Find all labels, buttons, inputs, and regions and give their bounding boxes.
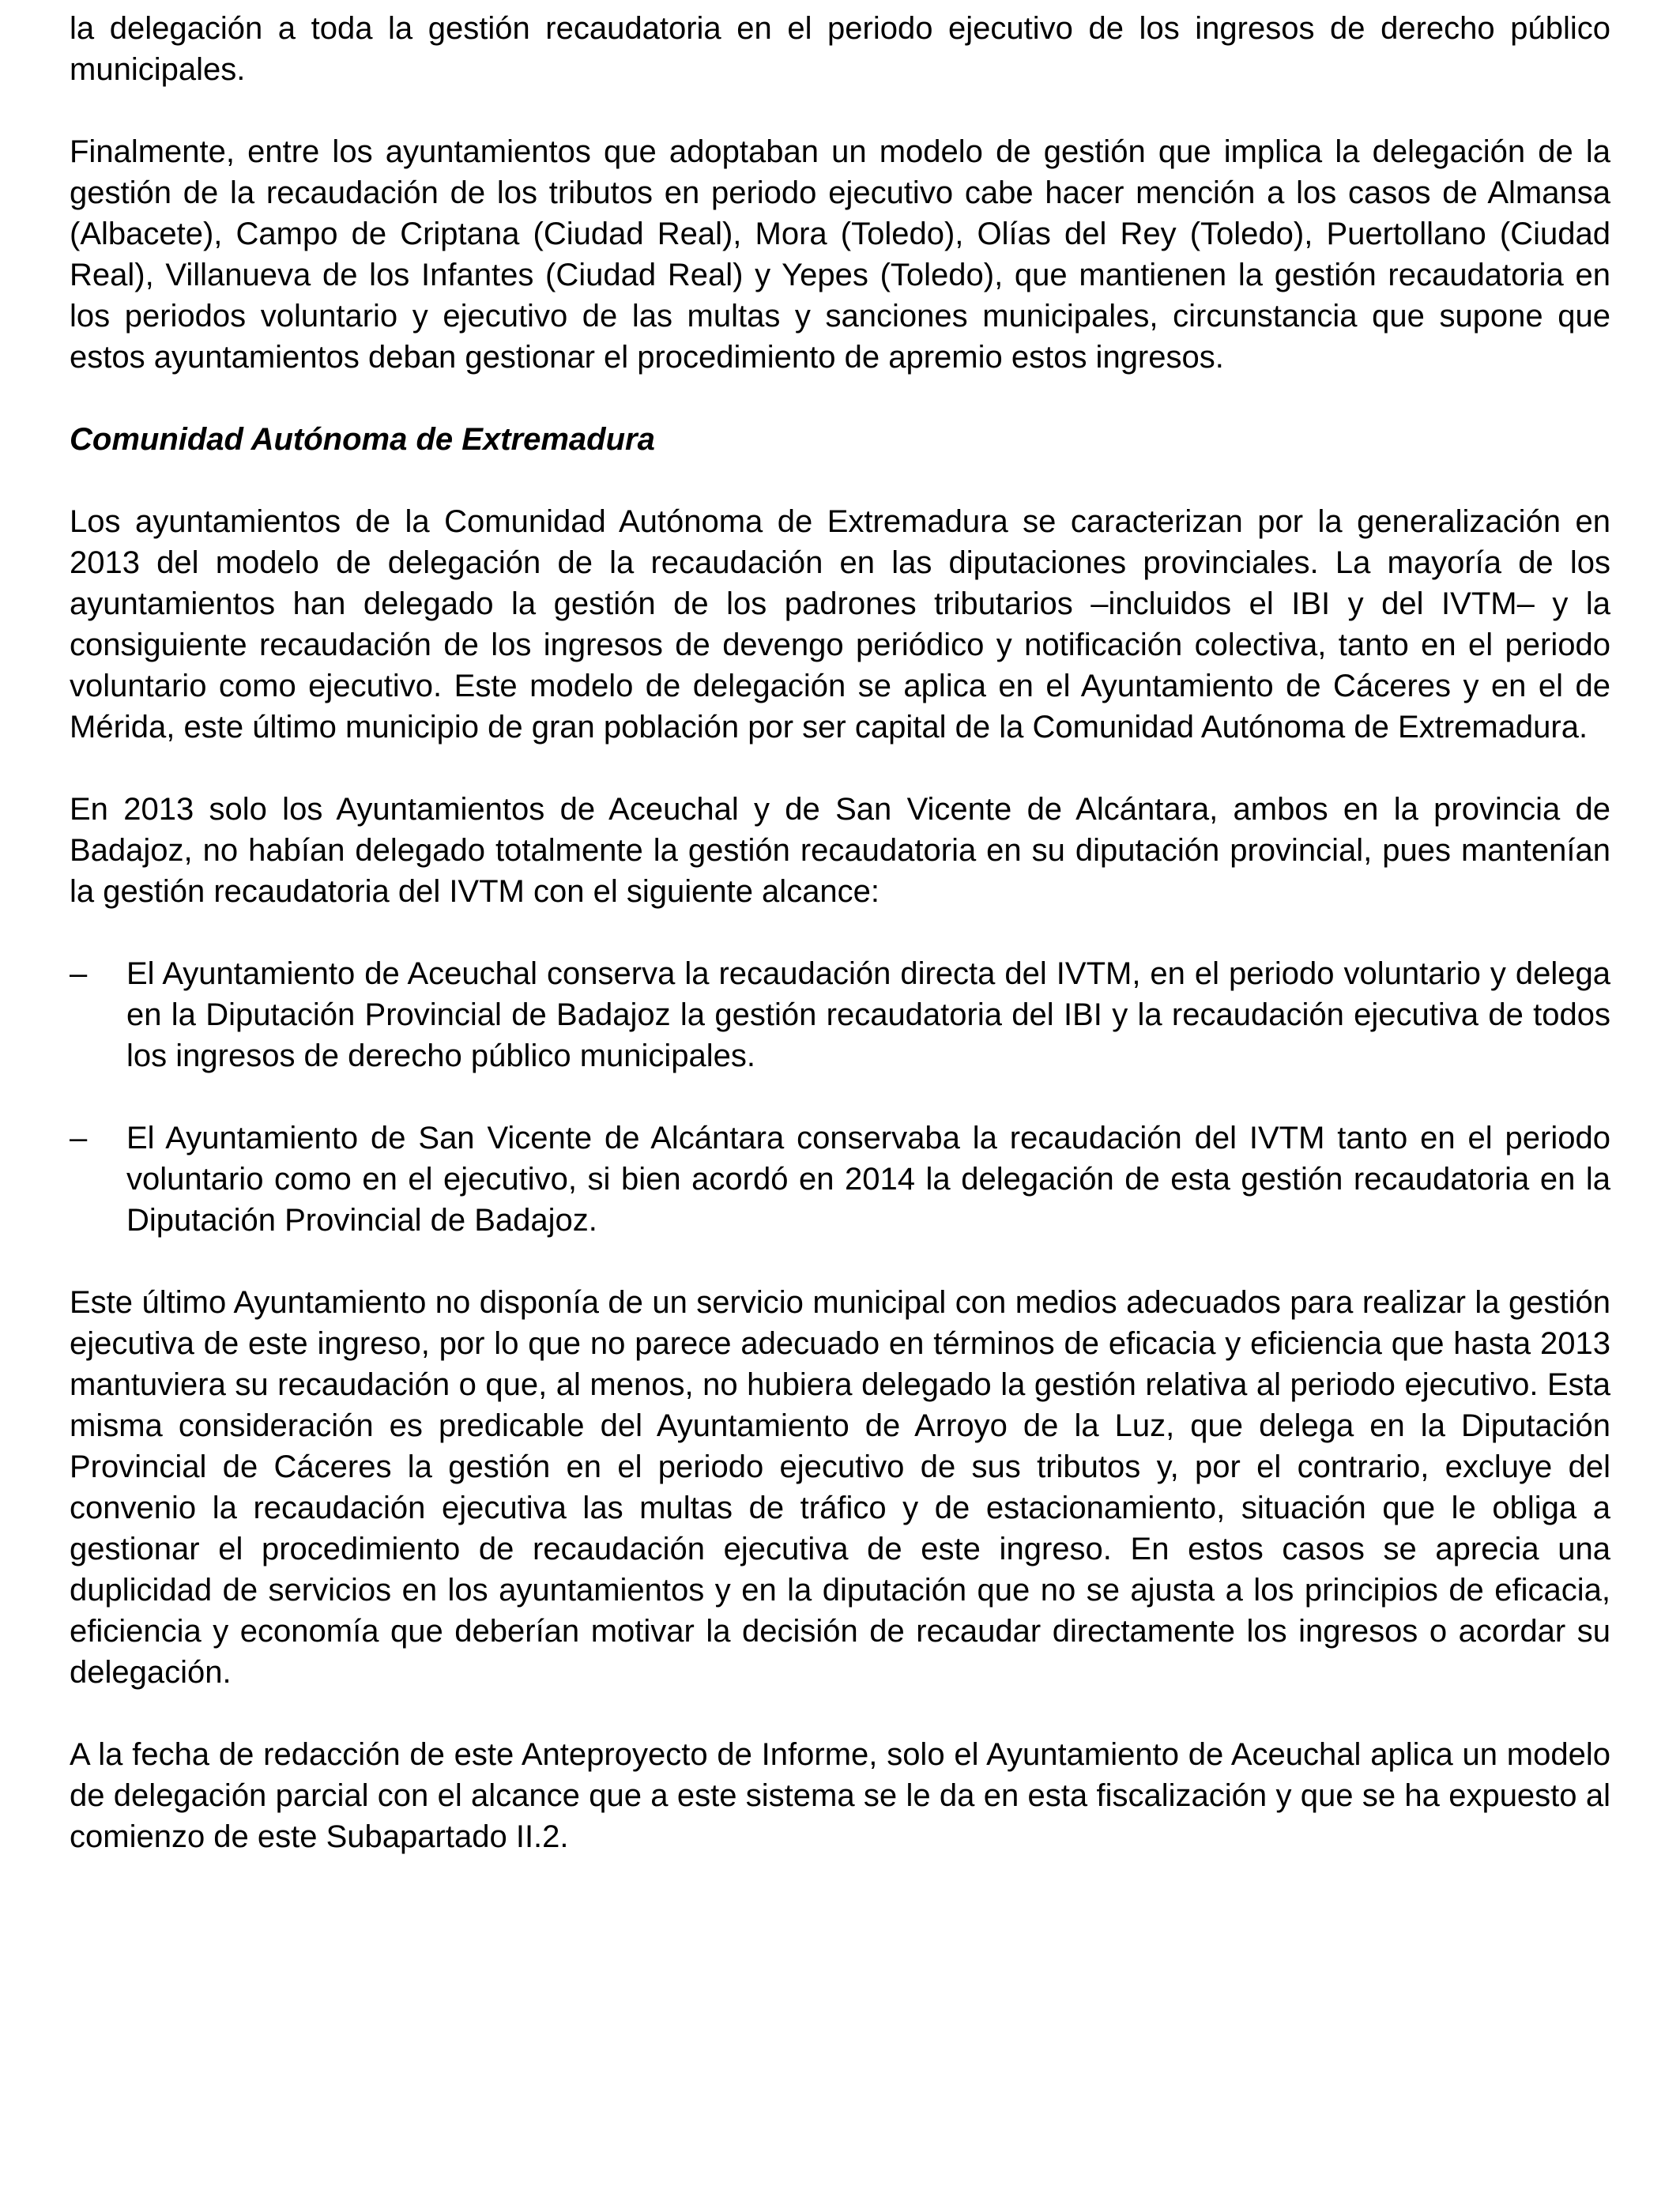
list-item-text: El Ayuntamiento de San Vicente de Alcántara conservaba la recaudación del IVTM tanto en el periodo voluntario como en el ejecutivo, si bien acordó en 2014 la delegación de esta gestión recaudatoria en la Diputación Provincial de Badajoz.: [126, 1121, 1610, 1238]
list-item-text: El Ayuntamiento de Aceuchal conserva la recaudación directa del IVTM, en el periodo voluntario y delega en la Diputación Provincial de Badajoz la gestión recaudatoria del IBI y la recaudación ejecutiva de todos los ingresos de derecho público municipales.: [126, 956, 1610, 1073]
paragraph-duplicity-services: Este último Ayuntamiento no disponía de un servicio municipal con medios adecuados para realizar la gestión ejecutiva de este ingreso, por lo que no parece adecuado en términos de eficacia y eficiencia que hasta 2013 mantuviera su recaudación o que, al menos, no hubiera delegado la gestión relativa al periodo ejecutivo. Esta misma consideración es predicable del Ayuntamiento de Arroyo de la Luz, que delega en la Diputación Provincial de Cáceres la gestión en el periodo ejecutivo de sus tributos y, por el contrario, excluye del convenio la recaudación ejecutiva las multas de tráfico y de estacionamiento, situación que le obliga a gestionar el procedimiento de recaudación ejecutiva de este ingreso. En estos casos se aprecia una duplicidad de servicios en los ayuntamientos y en la diputación que no se ajusta a los principios de eficacia, eficiencia y economía que deberían motivar la decisión de recaudar directamente los ingresos o acordar su delegación.: [70, 1285, 1610, 1690]
bullet-dash: –: [70, 1121, 88, 1155]
document-page: [70, 8, 1610, 1857]
bullet-dash: –: [70, 956, 88, 991]
list-item: [70, 1118, 1610, 1241]
spacer: [70, 748, 1610, 789]
spacer: [70, 1241, 1610, 1282]
spacer: [70, 912, 1610, 953]
spacer: [70, 460, 1610, 501]
spacer: [70, 90, 1610, 131]
paragraph-conclusion: A la fecha de redacción de este Anteproyecto de Informe, solo el Ayuntamiento de Aceuchal aplica un modelo de delegación parcial con el alcance que a este sistema se le da en esta fiscalización y que se ha expuesto al comienzo de este Subapartado II.2.: [70, 1737, 1610, 1854]
paragraph-delegation-intro: la delegación a toda la gestión recaudatoria en el periodo ejecutivo de los ingresos de derecho público municipales.: [70, 11, 1610, 87]
paragraph-castilla-la-mancha: Finalmente, entre los ayuntamientos que adoptaban un modelo de gestión que implica la delegación de la gestión de la recaudación de los tributos en periodo ejecutivo cabe hacer mención a los casos de Almansa (Albacete), Campo de Criptana (Ciudad Real), Mora (Toledo), Olías del Rey (Toledo), Puertollano (Ciudad Real), Villanueva de los Infantes (Ciudad Real) y Yepes (Toledo), que mantienen la gestión recaudatoria en los periodos voluntario y ejecutivo de las multas y sanciones municipales, circunstancia que supone que estos ayuntamientos deban gestionar el procedimiento de apremio estos ingresos.: [70, 134, 1610, 375]
paragraph-extremadura-model: Los ayuntamientos de la Comunidad Autónoma de Extremadura se caracterizan por la generalización en 2013 del modelo de delegación de la recaudación en las diputaciones provinciales. La mayoría de los ayuntamientos han delegado la gestión de los padrones tributarios –incluidos el IBI y del IVTM– y la consiguiente recaudación de los ingresos de devengo periódico y notificación colectiva, tanto en el periodo voluntario como ejecutivo. Este modelo de delegación se aplica en el Ayuntamiento de Cáceres y en el de Mérida, este último municipio de gran población por ser capital de la Comunidad Autónoma de Extremadura.: [70, 504, 1610, 745]
spacer: [70, 1693, 1610, 1734]
spacer: [70, 1076, 1610, 1118]
paragraph-aceuchal-san-vicente: En 2013 solo los Ayuntamientos de Aceuchal y de San Vicente de Alcántara, ambos en la provincia de Badajoz, no habían delegado totalmente la gestión recaudatoria en su diputación provincial, pues mantenían la gestión recaudatoria del IVTM con el siguiente alcance:: [70, 792, 1610, 909]
spacer: [70, 378, 1610, 419]
list-item: [70, 953, 1610, 1076]
section-heading-extremadura: Comunidad Autónoma de Extremadura: [70, 422, 655, 457]
